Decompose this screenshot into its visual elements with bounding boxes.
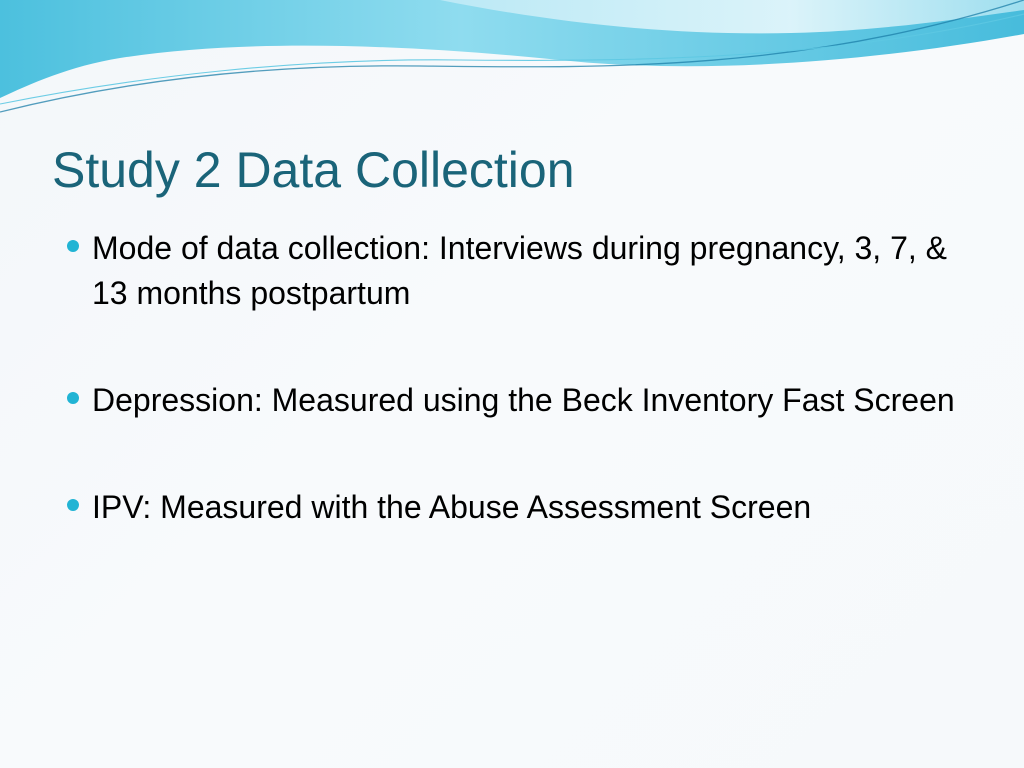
bullet-text: IPV: Measured with the Abuse Assessment Screen [92,489,812,525]
bullet-dot-icon [67,392,79,404]
bullet-text: Mode of data collection: Interviews during pregnancy, 3, 7, & 13 months postpartum [92,230,947,311]
bullet-item-depression [62,378,962,423]
slide-title: Study 2 Data Collection [52,142,575,198]
bullet-text: Depression: Measured using the Beck Inventory Fast Screen [92,382,955,418]
bullet-dot-icon [67,240,79,252]
bullet-item-ipv [62,485,962,530]
bullet-list [62,226,962,530]
bullet-dot-icon [67,499,79,511]
header-wave-decoration [0,0,1024,130]
bullet-item-data-collection-mode [62,226,962,316]
